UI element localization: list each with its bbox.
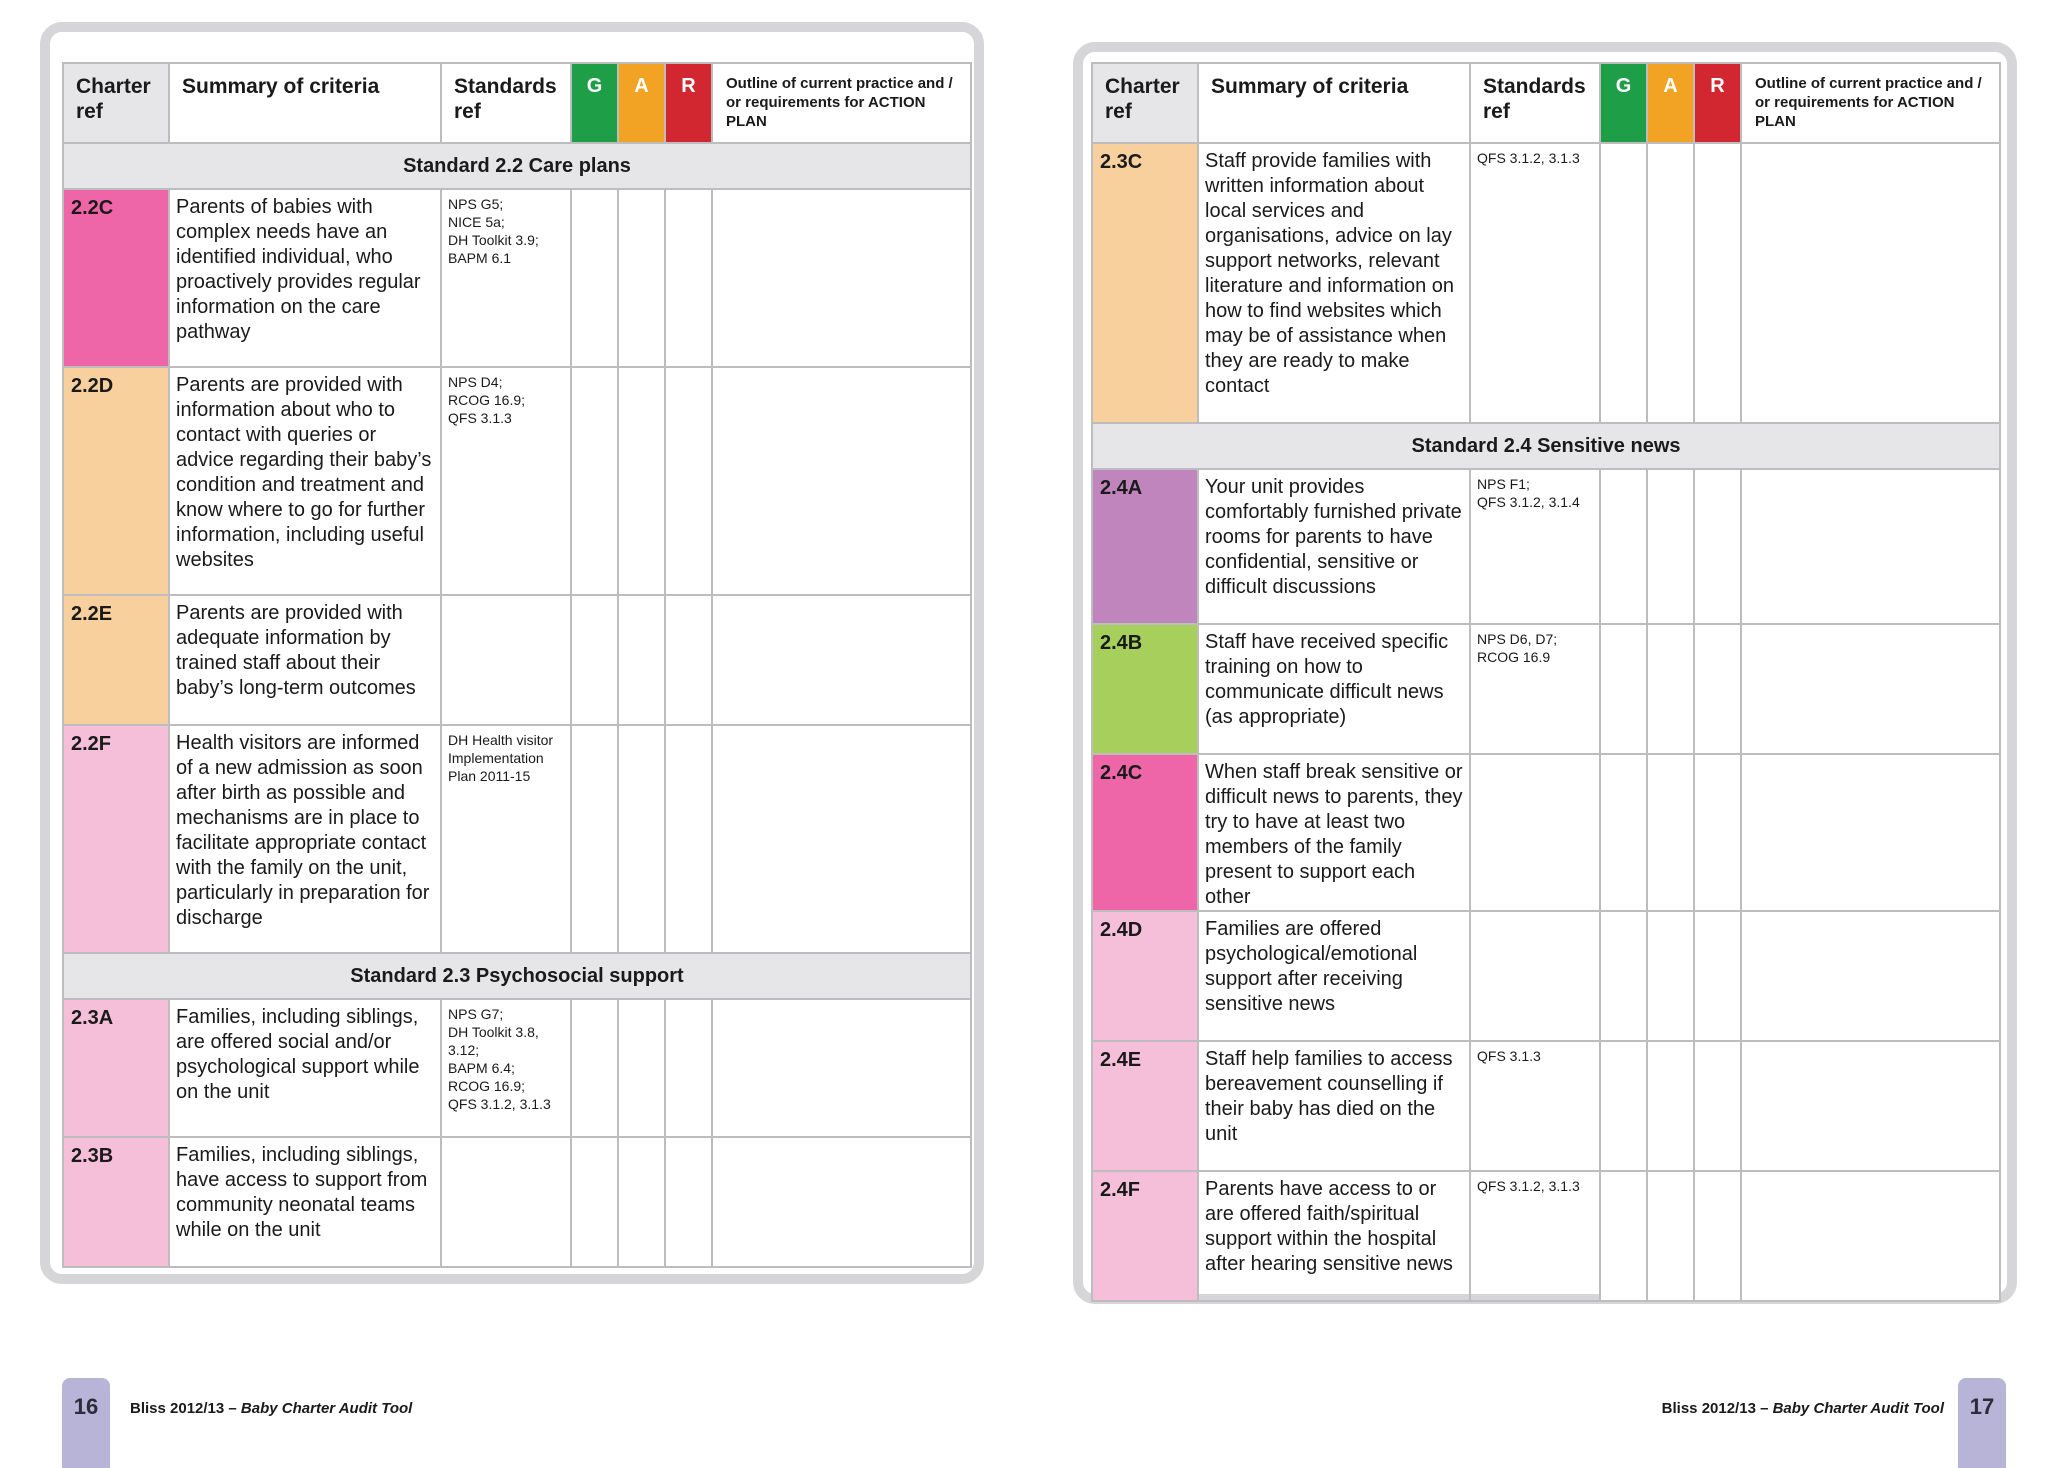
red-rating-cell[interactable]: [1694, 1171, 1741, 1301]
green-rating-cell[interactable]: [571, 189, 618, 367]
standards-ref-line: NPS D4;: [448, 374, 503, 390]
criteria-row: [63, 367, 971, 595]
criteria-summary: Staff help families to access bereavement counselling if their baby has died on the unit: [1198, 1041, 1470, 1171]
criteria-summary: Families are offered psychological/emotional support after receiving sensitive news: [1198, 911, 1470, 1041]
green-rating-cell[interactable]: [571, 595, 618, 725]
red-rating-cell[interactable]: [1694, 143, 1741, 423]
standards-ref-line: NICE 5a;: [448, 214, 505, 230]
criteria-summary: Parents of babies with complex needs have an identified individual, who proactively provides regular information on the care pathway: [169, 189, 441, 367]
action-plan-cell[interactable]: [1741, 469, 2000, 624]
amber-rating-cell[interactable]: [1647, 469, 1694, 624]
red-rating-cell[interactable]: [1694, 469, 1741, 624]
table-header-row: [63, 63, 971, 143]
section-heading-row: [63, 143, 971, 189]
amber-rating-cell[interactable]: [618, 999, 665, 1137]
criteria-summary: Parents are provided with information about who to contact with queries or advice regarding their baby’s condition and treatment and know where to go for further information, including useful websites: [169, 367, 441, 595]
green-rating-cell[interactable]: [1600, 624, 1647, 754]
standards-ref-line: NPS G5;: [448, 196, 504, 212]
left-audit-table: [62, 62, 972, 1268]
footer-doc-title: Baby Charter Audit Tool: [240, 1400, 413, 1417]
section-heading: Standard 2.4 Sensitive news: [1092, 423, 2000, 469]
criteria-row: [1092, 911, 2000, 1041]
criteria-row: [63, 999, 971, 1137]
outline-header: Outline of current practice and / or requirements for ACTION PLAN: [1741, 63, 2000, 143]
standards-ref-line: QFS 3.1.3: [448, 410, 512, 426]
criteria-summary: Parents are provided with adequate information by trained staff about their baby’s long-term outcomes: [169, 595, 441, 725]
charter-ref-cell: 2.3C: [1092, 143, 1198, 423]
standards-ref-line: NPS F1;: [1477, 476, 1530, 492]
red-rating-cell[interactable]: [665, 999, 712, 1137]
action-plan-cell[interactable]: [712, 595, 971, 725]
green-rating-cell[interactable]: [1600, 1171, 1647, 1301]
standards-ref-cell: [1470, 143, 1600, 423]
green-rating-cell[interactable]: [571, 367, 618, 595]
standards-ref-cell: [441, 725, 571, 953]
charter-ref-cell: 2.3B: [63, 1137, 169, 1267]
red-rating-cell[interactable]: [665, 725, 712, 953]
action-plan-cell[interactable]: [1741, 754, 2000, 911]
action-plan-cell[interactable]: [1741, 1171, 2000, 1301]
charter-ref-cell: 2.4E: [1092, 1041, 1198, 1171]
criteria-row: [1092, 143, 2000, 423]
standards-ref-cell: [1470, 754, 1600, 911]
red-rating-cell[interactable]: [665, 367, 712, 595]
action-plan-cell[interactable]: [712, 1137, 971, 1267]
criteria-row: [1092, 469, 2000, 624]
amber-rating-cell[interactable]: [618, 725, 665, 953]
charter-ref-cell: 2.4D: [1092, 911, 1198, 1041]
action-plan-cell[interactable]: [1741, 911, 2000, 1041]
criteria-row: [1092, 1171, 2000, 1301]
criteria-summary: Health visitors are informed of a new admission as soon after birth as possible and mechanisms are in place to facilitate appropriate contact with the family on the unit, particularly in preparation for discharge: [169, 725, 441, 953]
green-rating-cell[interactable]: [1600, 911, 1647, 1041]
summary-header: Summary of criteria: [1198, 63, 1470, 143]
standards-ref-cell: [441, 367, 571, 595]
standards-ref-line: RCOG 16.9;: [448, 1078, 526, 1094]
amber-rating-cell[interactable]: [618, 367, 665, 595]
charter-ref-cell: 2.4A: [1092, 469, 1198, 624]
standards-ref-line: DH Toolkit 3.8,: [448, 1024, 539, 1040]
charter-ref-cell: 2.2F: [63, 725, 169, 953]
criteria-row: [63, 189, 971, 367]
section-heading: Standard 2.2 Care plans: [63, 143, 971, 189]
action-plan-cell[interactable]: [712, 367, 971, 595]
amber-rating-cell[interactable]: [1647, 911, 1694, 1041]
amber-rating-cell[interactable]: [618, 1137, 665, 1267]
criteria-summary: Your unit provides comfortably furnished private rooms for parents to have confidential, sensitive or difficult discussions: [1198, 469, 1470, 624]
red-rating-cell[interactable]: [665, 595, 712, 725]
red-rating-cell[interactable]: [1694, 624, 1741, 754]
criteria-summary: When staff break sensitive or difficult news to parents, they try to have at least two members of the family present to support each other: [1198, 754, 1470, 911]
amber-rating-header: A: [1647, 63, 1694, 143]
standards-ref-header: Standards ref: [1470, 63, 1600, 143]
criteria-summary: Staff provide families with written information about local services and organisations, advice on lay support networks, relevant literature and information on how to find websites which may be of assistance when they are ready to make contact: [1198, 143, 1470, 423]
standards-ref-line: Implementation: [448, 750, 544, 766]
charter-ref-cell: 2.3A: [63, 999, 169, 1137]
standards-ref-line: Plan 2011-15: [448, 768, 531, 784]
standards-ref-cell: [1470, 1041, 1600, 1171]
footer-title: [1662, 1400, 1944, 1417]
criteria-row: [1092, 624, 2000, 754]
section-heading-row: [63, 953, 971, 999]
action-plan-cell[interactable]: [712, 725, 971, 953]
action-plan-cell[interactable]: [1741, 1041, 2000, 1171]
red-rating-header: R: [665, 63, 712, 143]
action-plan-cell[interactable]: [712, 189, 971, 367]
charter-ref-cell: 2.2D: [63, 367, 169, 595]
charter-ref-cell: 2.4B: [1092, 624, 1198, 754]
charter-ref-cell: 2.4C: [1092, 754, 1198, 911]
green-rating-cell[interactable]: [1600, 143, 1647, 423]
standards-ref-cell: [441, 595, 571, 725]
action-plan-cell[interactable]: [1741, 143, 2000, 423]
amber-rating-cell[interactable]: [618, 595, 665, 725]
section-heading: Standard 2.3 Psychosocial support: [63, 953, 971, 999]
criteria-summary: Staff have received specific training on how to communicate difficult news (as appropriate): [1198, 624, 1470, 754]
standards-ref-line: QFS 3.1.3: [1477, 1048, 1541, 1064]
page-number-tab: 16: [62, 1378, 110, 1468]
charter-ref-cell: 2.2E: [63, 595, 169, 725]
criteria-summary: Families, including siblings, have access to support from community neonatal teams while on the unit: [169, 1137, 441, 1267]
standards-ref-line: NPS G7;: [448, 1006, 504, 1022]
footer-title: [130, 1400, 412, 1417]
amber-rating-cell[interactable]: [1647, 1041, 1694, 1171]
standards-ref-cell: [1470, 469, 1600, 624]
criteria-row: [63, 725, 971, 953]
standards-ref-line: RCOG 16.9: [1477, 649, 1551, 665]
green-rating-cell[interactable]: [1600, 1041, 1647, 1171]
standards-ref-cell: [1470, 911, 1600, 1041]
red-rating-cell[interactable]: [665, 189, 712, 367]
green-rating-cell[interactable]: [1600, 754, 1647, 911]
standards-ref-cell: [441, 999, 571, 1137]
outline-header: Outline of current practice and / or requirements for ACTION PLAN: [712, 63, 971, 143]
standards-ref-line: RCOG 16.9;: [448, 392, 526, 408]
criteria-summary: Parents have access to or are offered faith/spiritual support within the hospital after hearing sensitive news: [1198, 1171, 1470, 1301]
red-rating-cell[interactable]: [1694, 1041, 1741, 1171]
page-number-tab: 17: [1958, 1378, 2006, 1468]
amber-rating-cell[interactable]: [1647, 624, 1694, 754]
criteria-summary: Families, including siblings, are offered social and/or psychological support while on the unit: [169, 999, 441, 1137]
standards-ref-line: 3.12;: [448, 1042, 480, 1058]
standards-ref-header: Standards ref: [441, 63, 571, 143]
standards-ref-line: DH Health visitor: [448, 732, 554, 748]
standards-ref-line: QFS 3.1.2, 3.1.4: [1477, 494, 1580, 510]
standards-ref-cell: [1470, 624, 1600, 754]
footer-doc-title: Baby Charter Audit Tool: [1772, 1400, 1944, 1417]
criteria-row: [63, 595, 971, 725]
green-rating-cell[interactable]: [571, 725, 618, 953]
green-rating-header: G: [571, 63, 618, 143]
charter-ref-header: Charter ref: [63, 63, 169, 143]
amber-rating-cell[interactable]: [618, 189, 665, 367]
amber-rating-cell[interactable]: [1647, 143, 1694, 423]
standards-ref-cell: [441, 1137, 571, 1267]
amber-rating-header: A: [618, 63, 665, 143]
right-table-body: [1092, 143, 2000, 1301]
section-heading-row: [1092, 423, 2000, 469]
criteria-row: [63, 1137, 971, 1267]
standards-ref-cell: [1470, 1171, 1600, 1301]
standards-ref-line: QFS 3.1.2, 3.1.3: [1477, 150, 1580, 166]
criteria-row: [1092, 1041, 2000, 1171]
summary-header: Summary of criteria: [169, 63, 441, 143]
standards-ref-line: BAPM 6.1: [448, 250, 512, 266]
standards-ref-line: QFS 3.1.2, 3.1.3: [448, 1096, 551, 1112]
green-rating-header: G: [1600, 63, 1647, 143]
red-rating-cell[interactable]: [665, 1137, 712, 1267]
table-header-row: [1092, 63, 2000, 143]
green-rating-cell[interactable]: [571, 1137, 618, 1267]
footer-brand: Bliss 2012/13 –: [1661, 1400, 1773, 1417]
action-plan-cell[interactable]: [712, 999, 971, 1137]
standards-ref-line: BAPM 6.4;: [448, 1060, 515, 1076]
red-rating-cell[interactable]: [1694, 911, 1741, 1041]
green-rating-cell[interactable]: [1600, 469, 1647, 624]
action-plan-cell[interactable]: [1741, 624, 2000, 754]
charter-ref-cell: 2.4F: [1092, 1171, 1198, 1301]
left-table-body: [63, 143, 971, 1267]
standards-ref-line: NPS D6, D7;: [1477, 631, 1558, 647]
standards-ref-line: DH Toolkit 3.9;: [448, 232, 539, 248]
green-rating-cell[interactable]: [571, 999, 618, 1137]
red-rating-header: R: [1694, 63, 1741, 143]
charter-ref-cell: 2.2C: [63, 189, 169, 367]
charter-ref-header: Charter ref: [1092, 63, 1198, 143]
footer-brand: Bliss 2012/13 –: [130, 1400, 241, 1417]
red-rating-cell[interactable]: [1694, 754, 1741, 911]
right-audit-table: [1091, 62, 2001, 1302]
amber-rating-cell[interactable]: [1647, 1171, 1694, 1301]
standards-ref-cell: [441, 189, 571, 367]
standards-ref-line: QFS 3.1.2, 3.1.3: [1477, 1178, 1580, 1194]
amber-rating-cell[interactable]: [1647, 754, 1694, 911]
criteria-row: [1092, 754, 2000, 911]
